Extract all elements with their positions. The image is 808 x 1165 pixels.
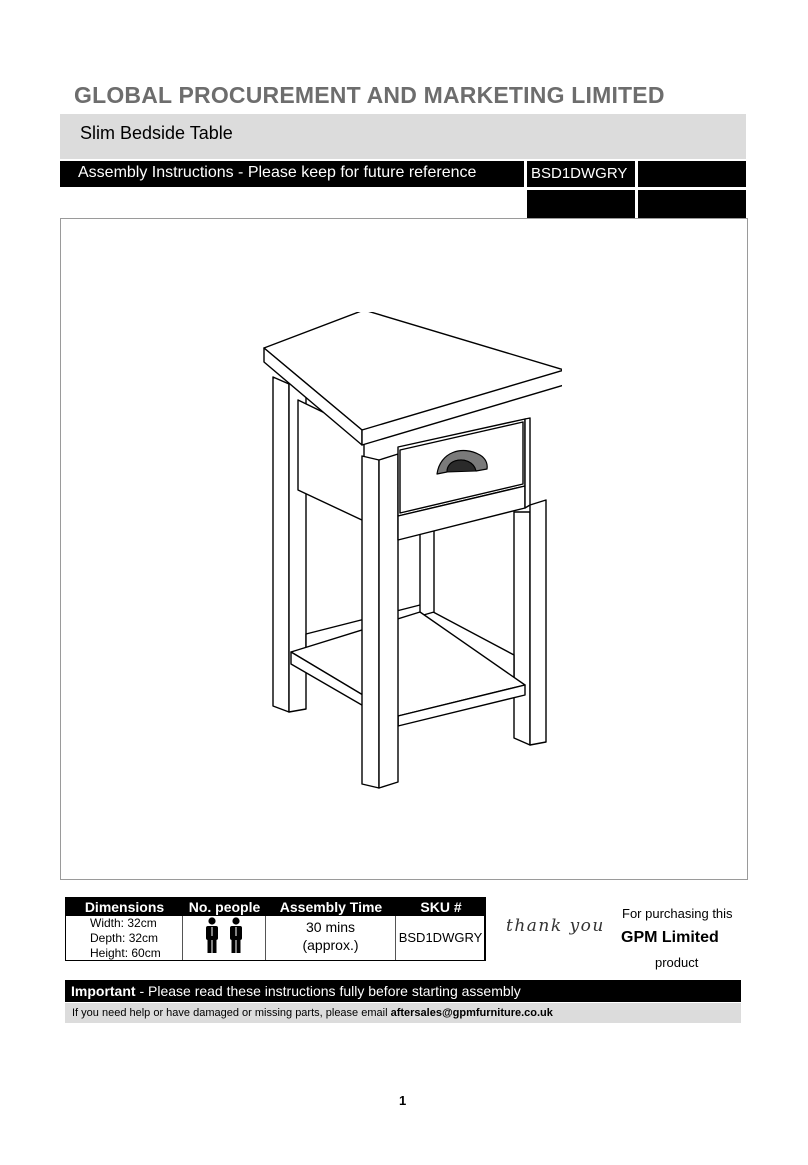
assembly-time-value: 30 mins (305, 919, 356, 935)
thank-you-script: thank you (506, 916, 605, 936)
spec-header-dimensions: Dimensions (66, 898, 183, 916)
important-text: - Please read these instructions fully before starting assembly (135, 983, 521, 999)
header-blank-cell (638, 161, 746, 187)
people-cell (183, 916, 266, 960)
dimensions-cell (66, 916, 183, 960)
company-name: GLOBAL PROCUREMENT AND MARKETING LIMITED (74, 82, 665, 108)
aftersales-email[interactable]: aftersales@gpmfurniture.co.uk (390, 1007, 553, 1019)
thanks-line-1: For purchasing this (622, 906, 733, 921)
sku-cell (396, 916, 485, 960)
page-number: 1 (399, 1093, 407, 1108)
product-title: Slim Bedside Table (80, 123, 233, 143)
header-blank-cell (527, 190, 635, 218)
important-label: Important (71, 983, 136, 999)
help-notice (65, 1003, 741, 1023)
thanks-company: GPM Limited (621, 929, 719, 946)
header-blank-cell (638, 190, 746, 218)
dimension-height: Height: 60cm (90, 946, 161, 960)
spec-header-sku: SKU # (396, 898, 486, 916)
spec-table (65, 897, 486, 961)
spec-header-people: No. people (183, 898, 266, 916)
sku-value: BSD1DWGRY (398, 930, 483, 945)
assembly-instructions-text: Assembly Instructions - Please keep for future reference (78, 164, 477, 181)
two-people-icon (183, 916, 265, 960)
spec-header-assembly-time: Assembly Time (266, 898, 396, 916)
dimension-depth: Depth: 32cm (90, 931, 159, 945)
help-text: If you need help or have damaged or missing parts, please email (72, 1007, 391, 1019)
bedside-table-illustration (262, 312, 562, 792)
assembly-time-cell (266, 916, 396, 960)
sku-header-code: BSD1DWGRY (531, 165, 628, 182)
assembly-time-approx: (approx.) (302, 937, 359, 953)
dimension-width: Width: 32cm (90, 916, 157, 930)
thanks-line-3: product (655, 955, 699, 970)
important-notice (65, 980, 741, 1002)
